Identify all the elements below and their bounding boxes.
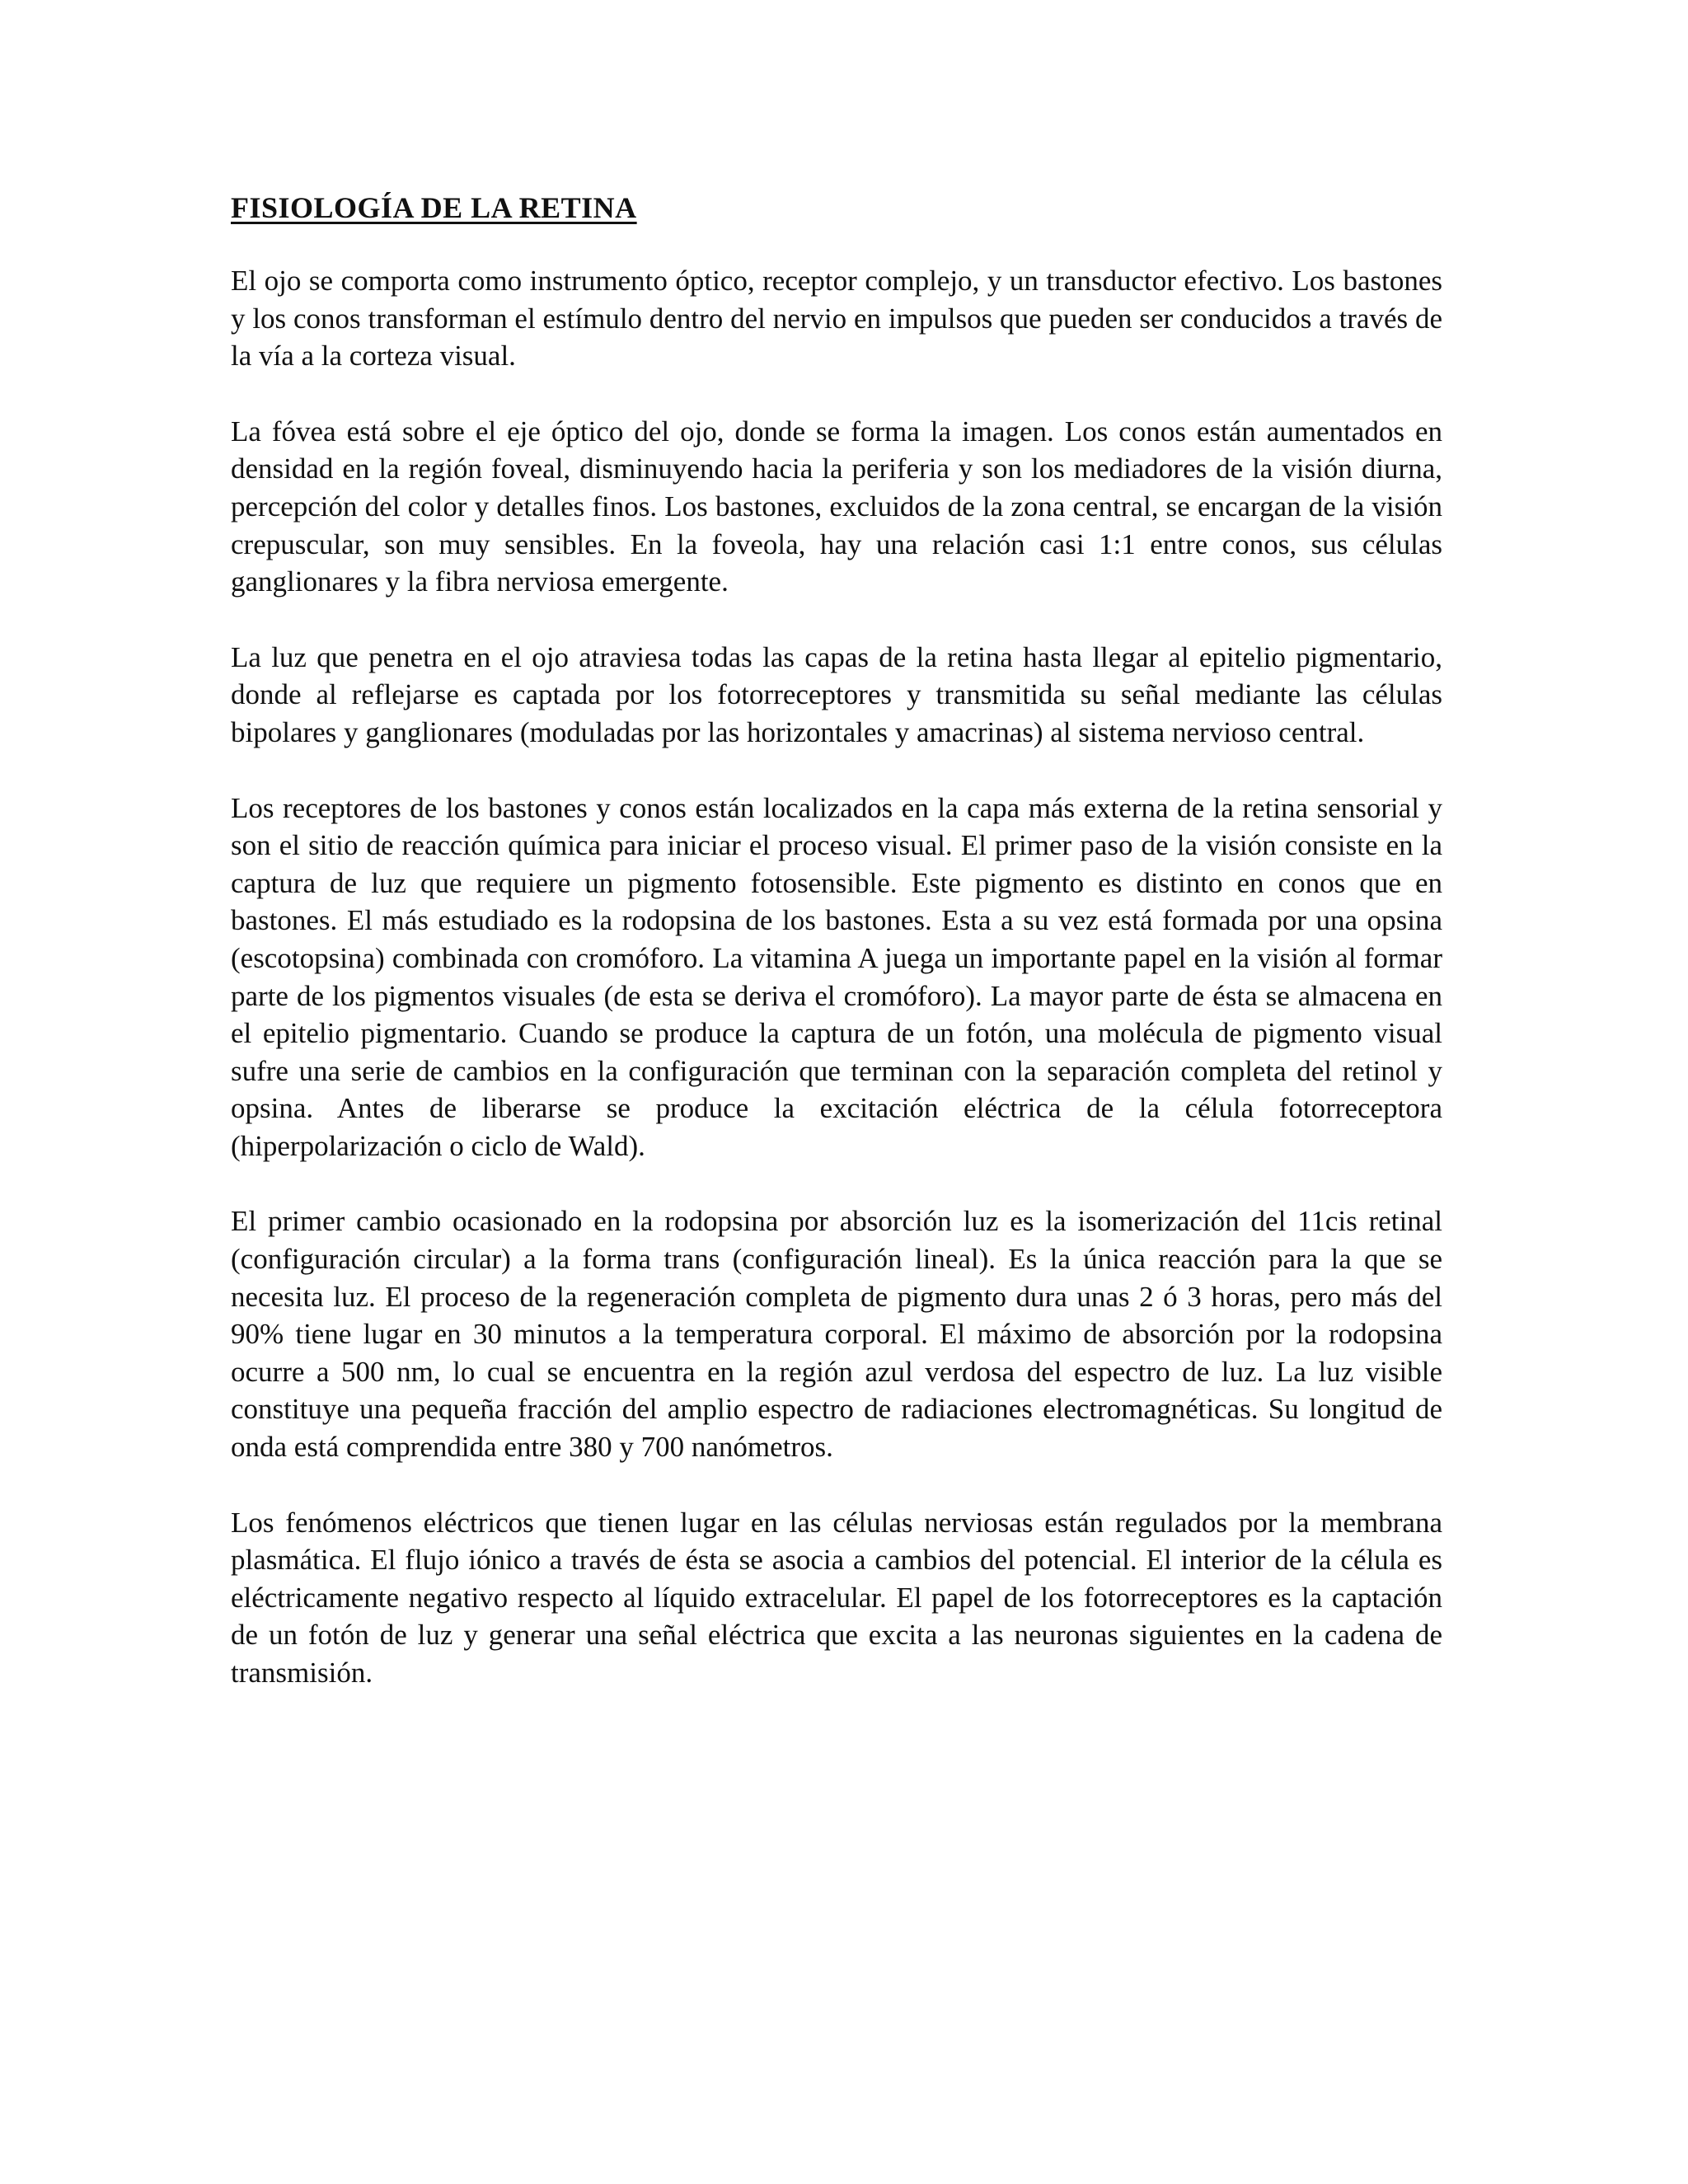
paragraph-electrical-phenomena: Los fenómenos eléctricos que tienen lugar en las células nerviosas están regulados por la membrana plasmática. El flujo iónico a través de ésta se asocia a cambios del potencial. El interior de la célula es eléctricamente negativo respecto al líquido extracelular. El papel de los fotorreceptores es la captación de un fotón de luz y generar una señal eléctrica que excita a las neuronas siguientes en la cadena de transmisión. — [231, 1506, 1442, 1689]
document-title: FISIOLOGÍA DE LA RETINA — [231, 191, 637, 224]
paragraph-optical-instrument: El ojo se comporta como instrumento óptico, receptor complejo, y un transductor efectivo. Los bastones y los conos transforman el estímulo dentro del nervio en impulsos que pueden ser conducidos a través de la vía a la corteza visual. — [231, 265, 1442, 373]
paragraph-light-path: La luz que penetra en el ojo atraviesa todas las capas de la retina hasta llegar al epitelio pigmentario, donde al reflejarse es captada por los fotorreceptores y transmitida su señal mediante las células bipolares y ganglionares (moduladas por las horizontales y amacrinas) al sistema nervioso central. — [231, 640, 1442, 748]
paragraph-fovea: La fóvea está sobre el eje óptico del ojo, donde se forma la imagen. Los conos están aumentados en densidad en la región foveal, disminuyendo hacia la periferia y son los mediadores de la visión diurna, percepción del color y detalles finos. Los bastones, excluidos de la zona central, se encargan de la visión crepuscular, son muy sensibles. En la foveola, hay una relación casi 1:1 entre conos, sus células ganglionares y la fibra nerviosa emergente. — [231, 415, 1442, 598]
document-body — [231, 188, 1442, 1692]
paragraph-receptors-pigment: Los receptores de los bastones y conos están localizados en la capa más externa de la retina sensorial y son el sitio de reacción química para iniciar el proceso visual. El primer paso de la visión consiste en la captura de luz que requiere un pigmento fotosensible. Este pigmento es distinto en conos que en bastones. El más estudiado es la rodopsina de los bastones. Esta a su vez está formada por una opsina (escotopsina) combinada con cromóforo. La vitamina A juega un importante papel en la visión al formar parte de los pigmentos visuales (de esta se deriva el cromóforo). La mayor parte de ésta se almacena en el epitelio pigmentario. Cuando se produce la captura de un fotón, una molécula de pigmento visual sufre una serie de cambios en la configuración que terminan con la separación completa del retinol y opsina. Antes de liberarse se produce la excitación eléctrica de la célula fotorreceptora (hiperpolarización o ciclo de Wald). — [231, 791, 1442, 1162]
paragraph-rhodopsin-isomerization: El primer cambio ocasionado en la rodopsina por absorción luz es la isomerización del 11cis retinal (configuración circular) a la forma trans (configuración lineal). Es la única reacción para la que se necesita luz. El proceso de la regeneración completa de pigmento dura unas 2 ó 3 horas, pero más del 90% tiene lugar en 30 minutos a la temperatura corporal. El máximo de absorción por la rodopsina ocurre a 500 nm, lo cual se encuentra en la región azul verdosa del espectro de luz. La luz visible constituye una pequeña fracción del amplio espectro de radiaciones electromagnéticas. Su longitud de onda está comprendida entre 380 y 700 nanómetros. — [231, 1205, 1442, 1464]
